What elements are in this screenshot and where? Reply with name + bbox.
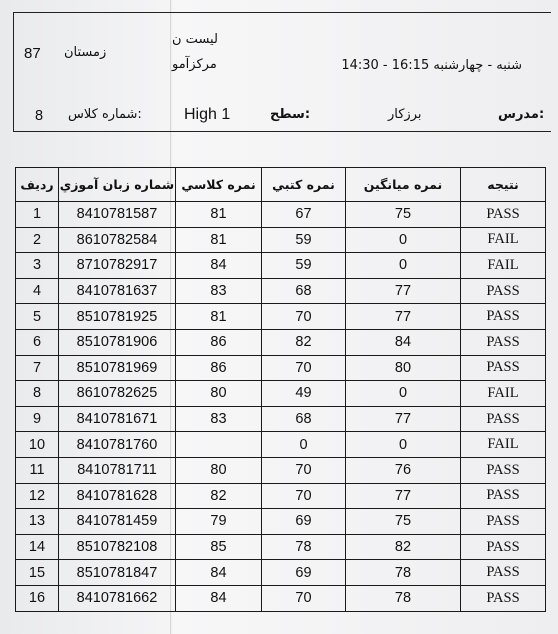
average-grade-cell: 75 xyxy=(346,509,461,535)
table-row xyxy=(16,304,546,330)
average-grade-cell: 82 xyxy=(346,534,461,560)
row-number-cell: 10 xyxy=(16,432,59,458)
average-grade-cell: 77 xyxy=(346,483,461,509)
grades-table xyxy=(15,167,546,612)
result-cell: PASS xyxy=(461,457,546,483)
student-id-cell: 8410781760 xyxy=(59,432,176,458)
average-grade-cell: 77 xyxy=(346,406,461,432)
table-row xyxy=(16,227,546,253)
row-number-cell: 7 xyxy=(16,355,59,381)
row-number-cell: 11 xyxy=(16,457,59,483)
table-row xyxy=(16,329,546,355)
result-cell: PASS xyxy=(461,406,546,432)
average-grade-cell: 78 xyxy=(346,585,461,611)
student-id-cell: 8410781459 xyxy=(59,509,176,535)
table-header-row xyxy=(16,168,546,202)
result-cell: PASS xyxy=(461,304,546,330)
table-row xyxy=(16,278,546,304)
written-grade-cell: 70 xyxy=(262,483,346,509)
written-grade-cell: 69 xyxy=(262,560,346,586)
result-cell: PASS xyxy=(461,355,546,381)
average-grade-cell: 0 xyxy=(346,381,461,407)
average-grade-cell: 78 xyxy=(346,560,461,586)
result-cell: PASS xyxy=(461,585,546,611)
class-grade-cell: 84 xyxy=(176,585,262,611)
class-grade-cell: 81 xyxy=(176,202,262,228)
class-grade-cell: 82 xyxy=(176,483,262,509)
row-number-cell: 16 xyxy=(16,585,59,611)
student-id-cell: 8510781925 xyxy=(59,304,176,330)
table-row xyxy=(16,406,546,432)
term-code: 87 xyxy=(24,45,41,62)
student-id-cell: 8710782917 xyxy=(59,253,176,279)
row-number-cell: 4 xyxy=(16,278,59,304)
teacher-label: مدرس: xyxy=(498,107,545,122)
table-row xyxy=(16,202,546,228)
table-row xyxy=(16,381,546,407)
class-grade-cell: 79 xyxy=(176,509,262,535)
written-grade-cell: 67 xyxy=(262,202,346,228)
written-grade-cell: 59 xyxy=(262,227,346,253)
row-number-cell: 6 xyxy=(16,329,59,355)
level-label: سطح: xyxy=(270,107,311,122)
student-id-cell: 8510781906 xyxy=(59,329,176,355)
written-grade-cell: 70 xyxy=(262,355,346,381)
written-grade-cell: 70 xyxy=(262,304,346,330)
row-number-cell: 2 xyxy=(16,227,59,253)
written-grade-cell: 70 xyxy=(262,585,346,611)
column-header-written-grade: نمره کتبي xyxy=(262,168,346,202)
result-cell: PASS xyxy=(461,278,546,304)
student-id-cell: 8410781628 xyxy=(59,483,176,509)
column-header-row-number: ردیف xyxy=(16,168,59,202)
average-grade-cell: 84 xyxy=(346,329,461,355)
class-grade-cell: 83 xyxy=(176,406,262,432)
row-number-cell: 1 xyxy=(16,202,59,228)
row-number-cell: 8 xyxy=(16,381,59,407)
class-grade-cell: 81 xyxy=(176,227,262,253)
row-number-cell: 13 xyxy=(16,509,59,535)
result-cell: PASS xyxy=(461,509,546,535)
column-header-student-id: شماره زبان آموزي xyxy=(59,168,176,202)
table-row xyxy=(16,509,546,535)
result-cell: PASS xyxy=(461,483,546,509)
average-grade-cell: 77 xyxy=(346,304,461,330)
row-number-cell: 12 xyxy=(16,483,59,509)
class-grade-cell: 83 xyxy=(176,278,262,304)
table-row xyxy=(16,483,546,509)
written-grade-cell: 0 xyxy=(262,432,346,458)
result-cell: PASS xyxy=(461,560,546,586)
result-cell: FAIL xyxy=(461,432,546,458)
student-id-cell: 8410781587 xyxy=(59,202,176,228)
term-name: زمستان xyxy=(64,45,107,60)
row-number-cell: 5 xyxy=(16,304,59,330)
column-header-class-grade: نمره کلاسي xyxy=(176,168,262,202)
average-grade-cell: 0 xyxy=(346,253,461,279)
average-grade-cell: 0 xyxy=(346,227,461,253)
written-grade-cell: 78 xyxy=(262,534,346,560)
result-cell: FAIL xyxy=(461,253,546,279)
written-grade-cell: 49 xyxy=(262,381,346,407)
table-row xyxy=(16,534,546,560)
table-row xyxy=(16,253,546,279)
class-grade-cell: 84 xyxy=(176,253,262,279)
class-grade-cell: 86 xyxy=(176,355,262,381)
student-id-cell: 8410781671 xyxy=(59,406,176,432)
student-id-cell: 8410781637 xyxy=(59,278,176,304)
result-cell: FAIL xyxy=(461,381,546,407)
row-number-cell: 15 xyxy=(16,560,59,586)
list-title: لیست ن xyxy=(172,32,218,47)
written-grade-cell: 69 xyxy=(262,509,346,535)
column-header-average-grade: نمره میانگین xyxy=(346,168,461,202)
average-grade-cell: 77 xyxy=(346,278,461,304)
class-grade-cell: 80 xyxy=(176,381,262,407)
row-number-cell: 14 xyxy=(16,534,59,560)
written-grade-cell: 70 xyxy=(262,457,346,483)
class-number-label: شماره کلاس: xyxy=(68,107,142,122)
written-grade-cell: 82 xyxy=(262,329,346,355)
average-grade-cell: 80 xyxy=(346,355,461,381)
result-cell: PASS xyxy=(461,534,546,560)
student-id-cell: 8410781711 xyxy=(59,457,176,483)
written-grade-cell: 68 xyxy=(262,406,346,432)
student-id-cell: 8510781969 xyxy=(59,355,176,381)
column-header-result: نتیجه xyxy=(461,168,546,202)
class-grade-cell: 85 xyxy=(176,534,262,560)
result-cell: FAIL xyxy=(461,227,546,253)
result-cell: PASS xyxy=(461,329,546,355)
average-grade-cell: 75 xyxy=(346,202,461,228)
student-id-cell: 8510782108 xyxy=(59,534,176,560)
student-id-cell: 8410781662 xyxy=(59,585,176,611)
table-row xyxy=(16,432,546,458)
class-schedule: شنبه - چهارشنبه 16:15 - 14:30 xyxy=(341,58,522,73)
average-grade-cell: 76 xyxy=(346,457,461,483)
row-number-cell: 9 xyxy=(16,406,59,432)
row-number-cell: 3 xyxy=(16,253,59,279)
class-grade-cell: 80 xyxy=(176,457,262,483)
table-body xyxy=(16,202,546,612)
student-id-cell: 8610782625 xyxy=(59,381,176,407)
table-row xyxy=(16,355,546,381)
teacher-name: برزکار xyxy=(388,107,422,122)
student-id-cell: 8510781847 xyxy=(59,560,176,586)
class-grade-cell: 86 xyxy=(176,329,262,355)
table-row xyxy=(16,560,546,586)
class-grade-cell: 81 xyxy=(176,304,262,330)
class-grade-cell xyxy=(176,432,262,458)
written-grade-cell: 68 xyxy=(262,278,346,304)
class-number-value: 8 xyxy=(35,108,44,124)
class-grade-cell: 84 xyxy=(176,560,262,586)
average-grade-cell: 0 xyxy=(346,432,461,458)
table-row xyxy=(16,457,546,483)
result-cell: PASS xyxy=(461,202,546,228)
written-grade-cell: 59 xyxy=(262,253,346,279)
student-id-cell: 8610782584 xyxy=(59,227,176,253)
table-row xyxy=(16,585,546,611)
center-name: مرکزآمو xyxy=(172,57,217,72)
level-value: High 1 xyxy=(184,106,231,123)
